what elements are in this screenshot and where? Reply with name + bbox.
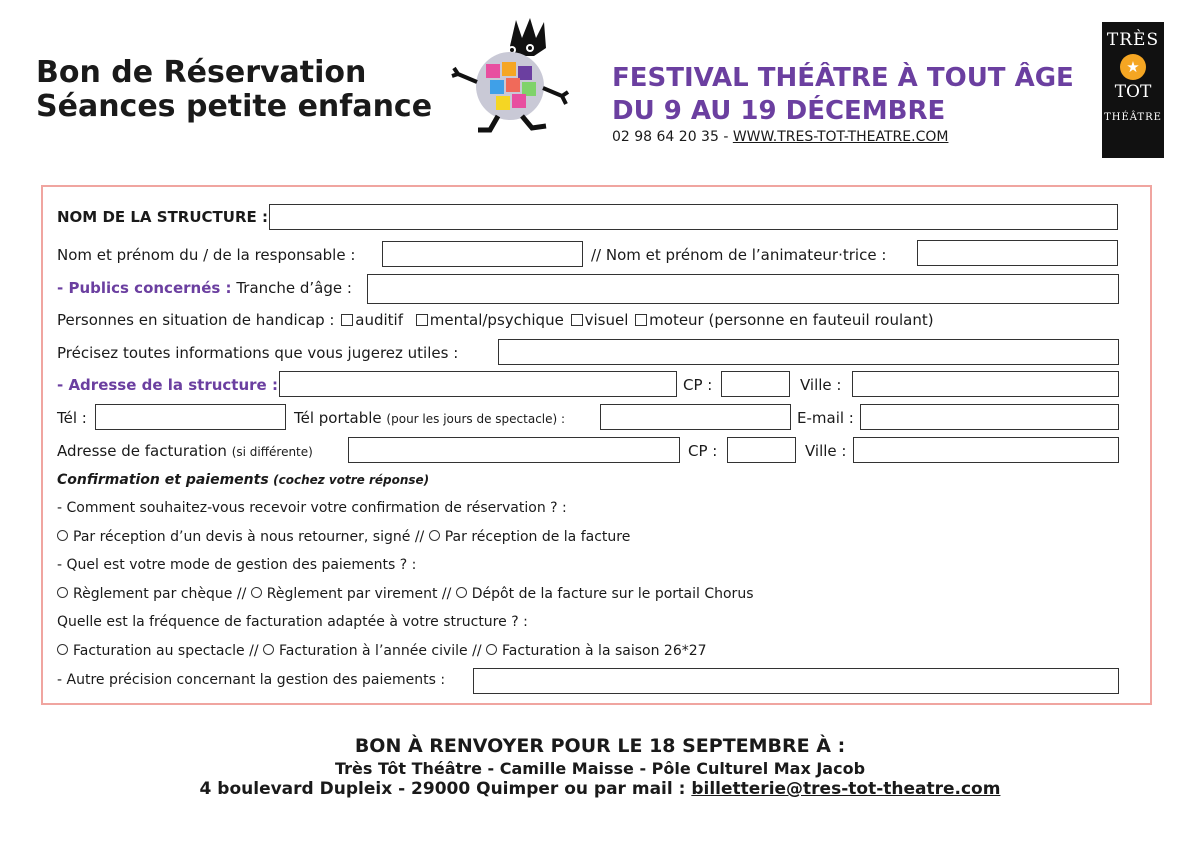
radio-cheque[interactable] — [57, 587, 68, 598]
tel-label: Tél : — [57, 409, 87, 427]
email-label: E-mail : — [797, 409, 854, 427]
festival-contact — [612, 128, 1074, 146]
q2-separator-1: // — [236, 586, 247, 602]
responsible-field[interactable] — [382, 241, 583, 267]
radio-chorus[interactable] — [456, 587, 467, 598]
disco-ball-mascot-illustration — [450, 16, 580, 141]
logo-text-tres: TRÈS — [1106, 30, 1160, 50]
q3-options — [57, 640, 707, 662]
checkbox-moteur[interactable] — [635, 314, 647, 326]
billing-cp-label: CP : — [688, 442, 718, 460]
radio-season[interactable] — [486, 644, 497, 655]
radio-civil-year[interactable] — [263, 644, 274, 655]
q1-option-facture: Par réception de la facture — [444, 529, 631, 545]
footer-email-link[interactable]: billetterie@tres-tot-theatre.com — [691, 779, 1001, 799]
star-icon: ★ — [1120, 54, 1146, 80]
q1-options — [57, 526, 630, 548]
tel-field[interactable] — [95, 404, 286, 430]
q2-option-chorus: Dépôt de la facture sur le portail Chorus — [471, 586, 754, 602]
website-link[interactable]: WWW.TRES-TOT-THEATRE.COM — [732, 129, 949, 145]
confirmation-heading: Confirmation et paiements — [57, 472, 269, 488]
q1-separator: // — [414, 529, 425, 545]
question-billing-frequency: Quelle est la fréquence de facturation adaptée à votre structure ? : — [57, 614, 528, 630]
responsible-label: Nom et prénom du / de la responsable : — [57, 246, 356, 264]
option-moteur: moteur (personne en fauteuil roulant) — [649, 311, 934, 329]
festival-info — [612, 62, 1074, 146]
checkbox-visuel[interactable] — [571, 314, 583, 326]
radio-virement[interactable] — [251, 587, 262, 598]
confirmation-note: (cochez votre réponse) — [273, 473, 430, 487]
billing-label: Adresse de facturation — [57, 442, 227, 460]
footer-deadline: BON À RENVOYER POUR LE 18 SEPTEMBRE À : — [354, 735, 846, 757]
title-line-2: Séances petite enfance — [36, 89, 433, 124]
cp-field[interactable] — [721, 371, 790, 397]
email-field[interactable] — [860, 404, 1119, 430]
handicap-label: Personnes en situation de handicap : — [57, 311, 335, 329]
billing-note: (si différente) — [231, 445, 313, 459]
mobile-note: (pour les jours de spectacle) : — [386, 412, 566, 426]
animator-field[interactable] — [917, 240, 1118, 266]
title-line-1: Bon de Réservation — [36, 55, 367, 90]
age-range-field[interactable] — [367, 274, 1119, 304]
billing-address-field[interactable] — [348, 437, 680, 463]
other-payment-field[interactable] — [473, 668, 1119, 694]
footer-contact: Très Tôt Théâtre - Camille Maisse - Pôle Culturel Max Jacob — [334, 759, 866, 778]
info-field[interactable] — [498, 339, 1119, 365]
q2-option-virement: Règlement par virement — [266, 586, 438, 602]
festival-name: FESTIVAL THÉÂTRE À TOUT ÂGE — [612, 63, 1074, 93]
tres-tot-theatre-logo — [1102, 22, 1164, 158]
option-mental: mental/psychique — [429, 311, 564, 329]
billing-cp-field[interactable] — [727, 437, 796, 463]
info-label: Précisez toutes informations que vous jugerez utiles : — [57, 344, 459, 362]
radio-facture[interactable] — [429, 530, 440, 541]
footer-address-text: 4 boulevard Dupleix - 29000 Quimper ou par mail : — [199, 779, 686, 799]
q2-option-cheque: Règlement par chèque — [73, 586, 233, 602]
q3-separator-1: // — [249, 643, 259, 659]
billing-label-group — [57, 440, 313, 463]
confirmation-heading-group — [57, 469, 429, 491]
page-title — [36, 56, 432, 124]
footer-address — [0, 779, 1200, 799]
other-payment-label: - Autre précision concernant la gestion des paiements : — [57, 672, 446, 688]
checkbox-mental[interactable] — [416, 314, 428, 326]
structure-name-label: NOM DE LA STRUCTURE : — [57, 208, 268, 226]
ville-field[interactable] — [852, 371, 1119, 397]
radio-per-show[interactable] — [57, 644, 68, 655]
cp-label: CP : — [683, 376, 713, 394]
festival-dates: DU 9 AU 19 DÉCEMBRE — [612, 96, 946, 126]
address-field[interactable] — [279, 371, 677, 397]
option-visuel: visuel — [584, 311, 629, 329]
phone-number: 02 98 64 20 35 - — [612, 129, 729, 145]
q3-option-per-show: Facturation au spectacle — [73, 643, 245, 659]
mobile-label-group — [294, 407, 565, 430]
q2-options — [57, 583, 753, 605]
mobile-field[interactable] — [600, 404, 791, 430]
question-confirmation: - Comment souhaitez-vous recevoir votre confirmation de réservation ? : — [57, 500, 567, 516]
handicap-row — [57, 309, 934, 331]
billing-ville-field[interactable] — [853, 437, 1119, 463]
q3-option-season: Facturation à la saison 26*27 — [502, 643, 707, 659]
logo-text-theatre: THÉÂTRE — [1104, 112, 1162, 123]
question-payment-mode: - Quel est votre mode de gestion des paiements ? : — [57, 557, 417, 573]
q1-option-devis: Par réception d’un devis à nous retourner, signé — [73, 529, 411, 545]
q3-separator-2: // — [472, 643, 482, 659]
ville-label: Ville : — [800, 376, 842, 394]
q2-separator-2: // — [441, 586, 452, 602]
publics-row — [57, 277, 352, 299]
mobile-label: Tél portable — [294, 409, 382, 427]
publics-label: - Publics concernés : — [57, 279, 232, 297]
structure-name-field[interactable] — [269, 204, 1118, 230]
age-label: Tranche d’âge : — [236, 279, 352, 297]
logo-text-tot: TOT — [1114, 82, 1152, 102]
checkbox-auditif[interactable] — [341, 314, 353, 326]
address-label: - Adresse de la structure : — [57, 376, 278, 394]
billing-ville-label: Ville : — [805, 442, 847, 460]
q3-option-civil-year: Facturation à l’année civile — [279, 643, 468, 659]
radio-devis[interactable] — [57, 530, 68, 541]
animator-label: // Nom et prénom de l’animateur·trice : — [591, 246, 887, 264]
option-auditif: auditif — [355, 311, 403, 329]
